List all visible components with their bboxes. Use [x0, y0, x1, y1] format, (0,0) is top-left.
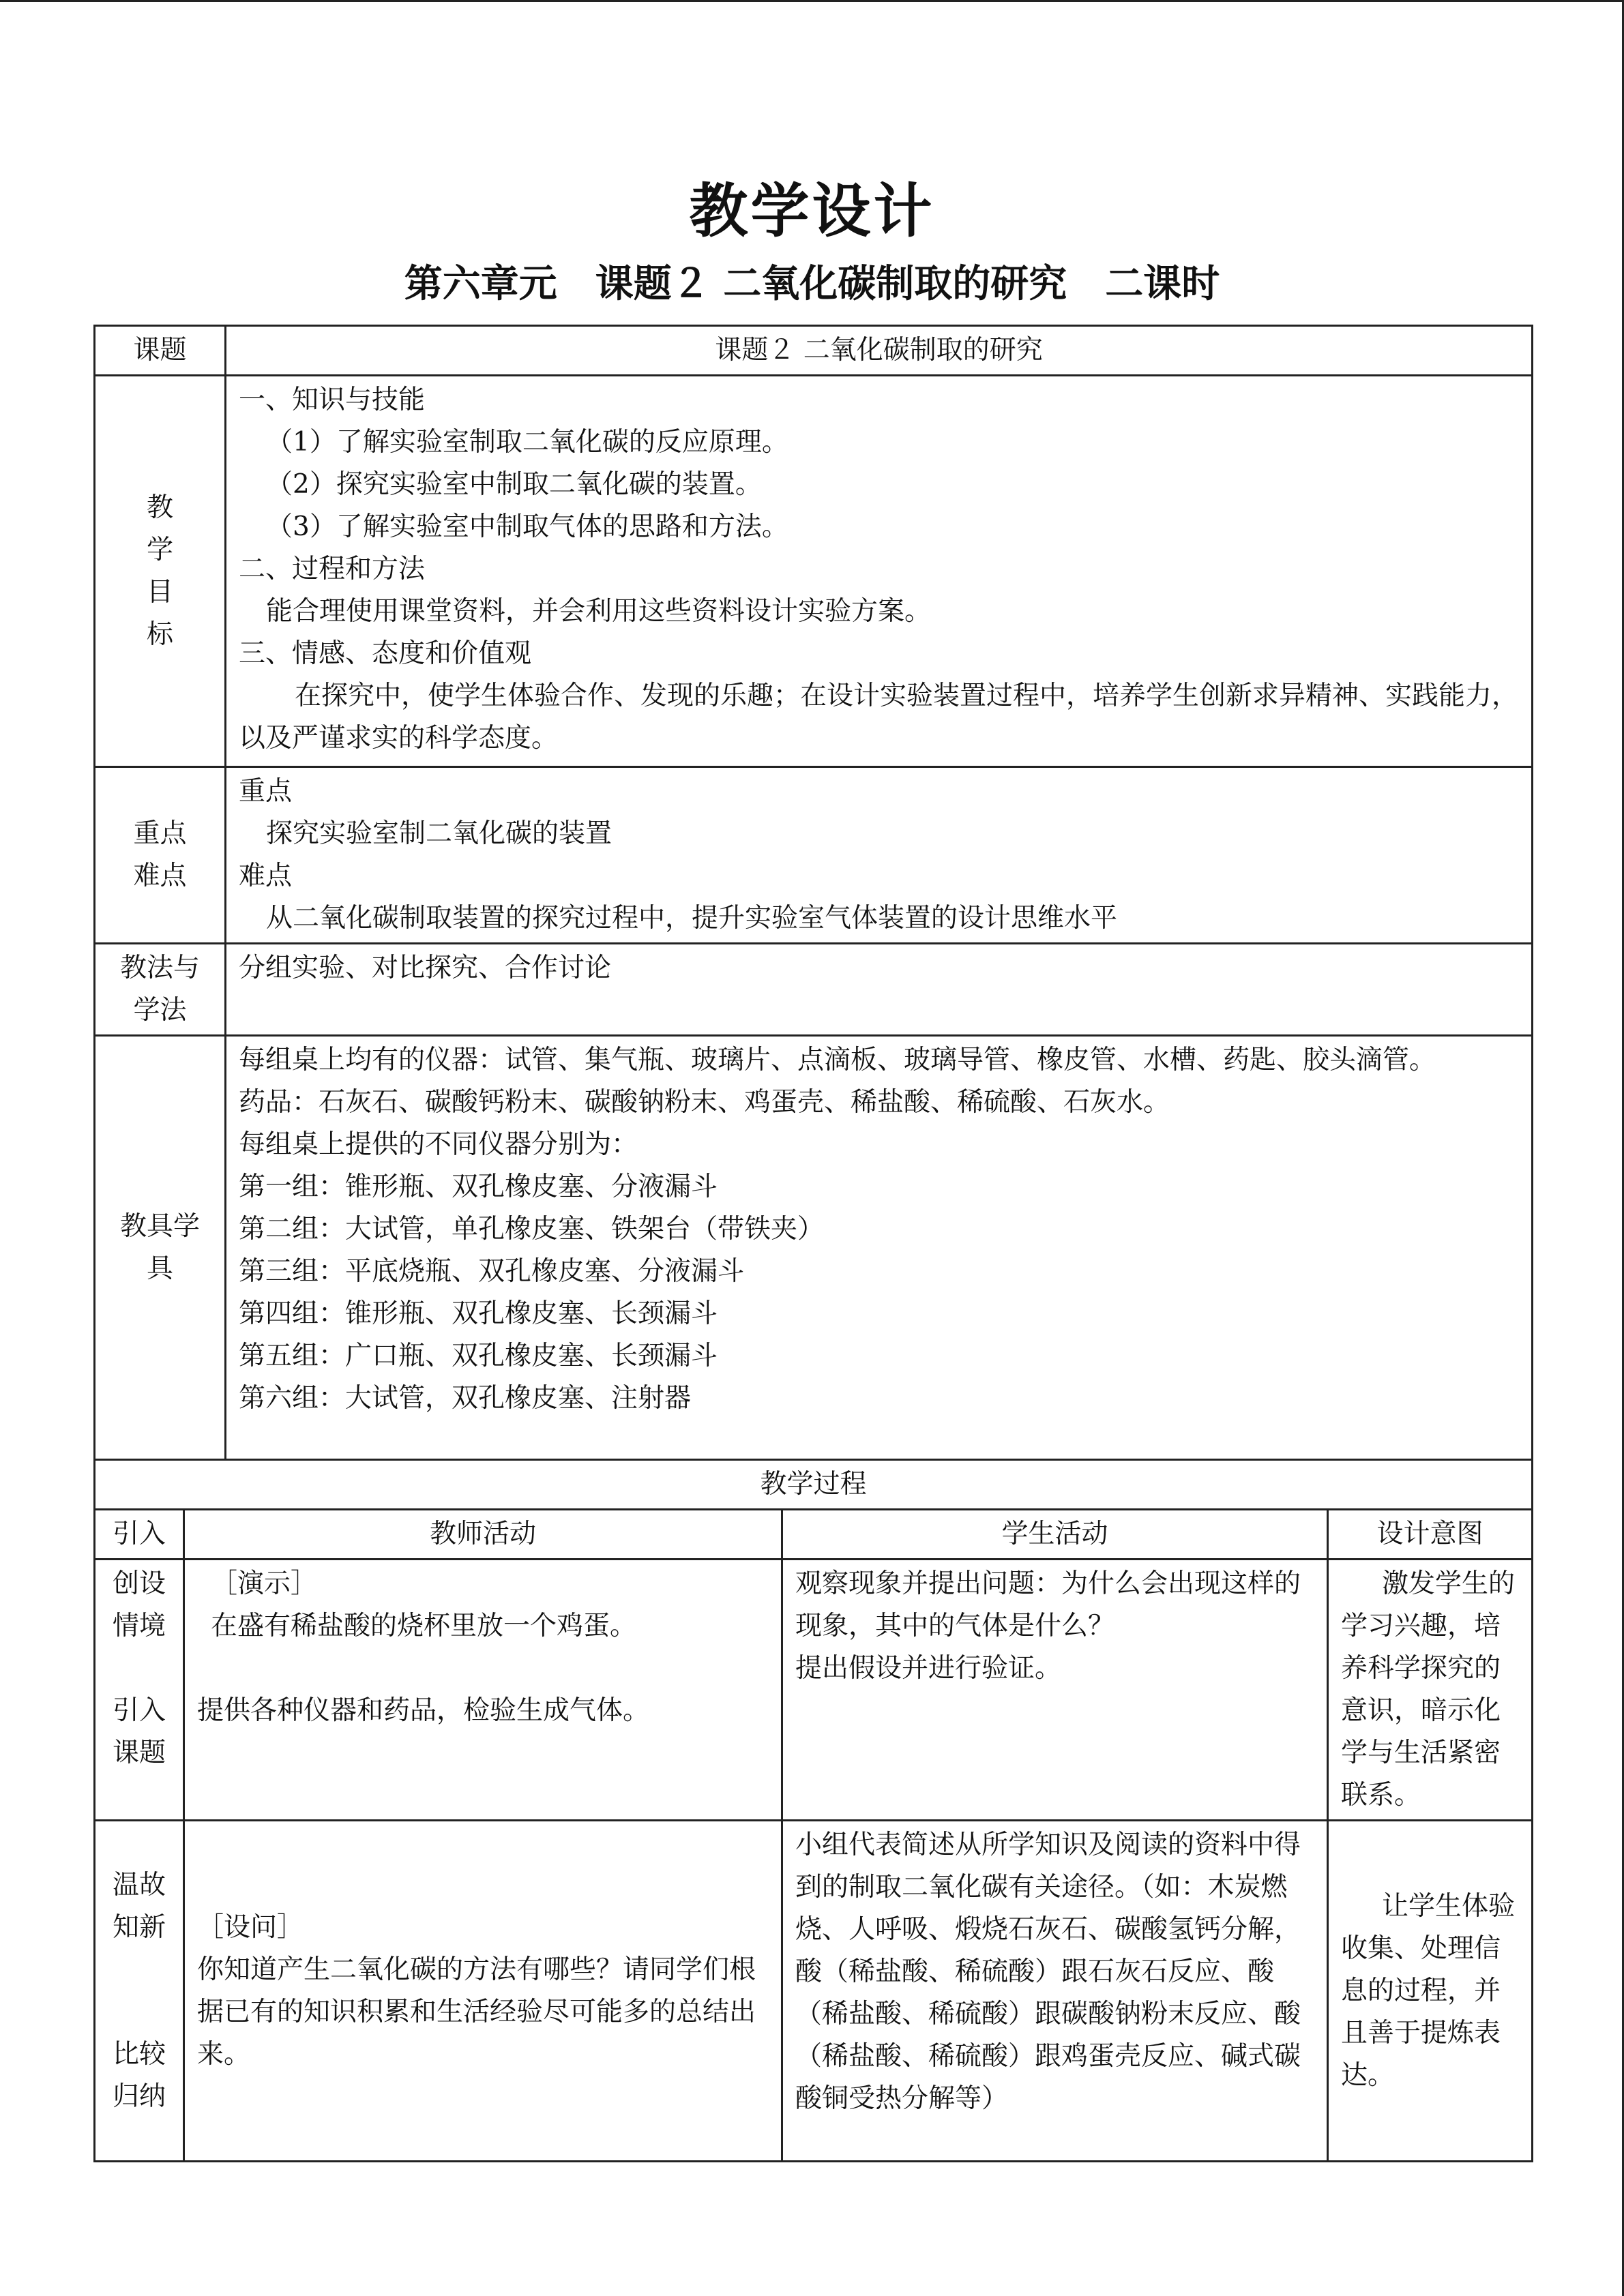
keypoint-heading: 难点 — [239, 861, 293, 891]
keypoint-item: 从二氧化碳制取装置的探究过程中，提升实验室气体装置的设计思维水平 — [266, 903, 1118, 934]
equipment-line: 每组桌上均有的仪器：试管、集气瓶、玻璃片、点滴板、玻璃导管、橡皮管、水槽、药匙、胶头滴管。 — [239, 1045, 1436, 1075]
col-header-student: 学生活动 — [782, 1510, 1328, 1560]
page-title: 教学设计 — [689, 177, 935, 245]
equipment-group: 第二组：大试管，单孔橡皮塞、铁架台（带铁夹） — [239, 1214, 825, 1244]
objective-item: （1）了解实验室制取二氧化碳的反应原理。 — [266, 427, 788, 458]
stage-cell: 创设 情境 引入 课题 — [95, 1560, 184, 1821]
teacher-activity-cell: ［演示］ 在盛有稀盐酸的烧杯里放一个鸡蛋。 提供各种仪器和药品，检验生成气体。 — [184, 1560, 782, 1821]
process-row — [95, 1821, 1533, 2162]
process-heading: 教学过程 — [95, 1460, 1533, 1510]
teacher-activity-cell: ［设问］ 你知道产生二氧化碳的方法有哪些？请同学们根据已有的知识积累和生活经验尽可能多的总结出来。 — [184, 1821, 782, 2162]
objective-item: 在探究中，使学生体验合作、发现的乐趣；在设计实验装置过程中，培养学生创新求异精神、实践能力，以及严谨求实的科学态度。 — [239, 681, 1519, 754]
methods-label: 教法与 学法 — [95, 944, 226, 1036]
equipment-group: 第五组：广口瓶、双孔橡皮塞、长颈漏斗 — [239, 1341, 718, 1371]
process-header-row — [95, 1510, 1533, 1560]
objectives-content — [226, 376, 1533, 767]
keypoints-label: 重点 难点 — [95, 767, 226, 944]
col-header-teacher: 教师活动 — [184, 1510, 782, 1560]
objective-item: （3）了解实验室中制取气体的思路和方法。 — [266, 511, 788, 542]
equipment-group: 第四组：锥形瓶、双孔橡皮塞、长颈漏斗 — [239, 1298, 718, 1329]
col-header-stage: 引入 — [95, 1510, 184, 1560]
objective-heading: 一、知识与技能 — [239, 385, 426, 415]
objective-item: 能合理使用课堂资料，并会利用这些资料设计实验方案。 — [266, 596, 932, 627]
process-heading-row — [95, 1460, 1533, 1510]
keypoints-row — [95, 767, 1533, 944]
student-activity-cell: 小组代表简述从所学知识及阅读的资料中得到的制取二氧化碳有关途径。（如：木炭燃烧、人呼吸、煅烧石灰石、碳酸氢钙分解，酸（稀盐酸、稀硫酸）跟石灰石反应、酸（稀盐酸、稀硫酸）跟碳酸钠粉末反应、酸（稀盐酸、稀硫酸）跟鸡蛋壳反应、碱式碳酸铜受热分解等） — [782, 1821, 1328, 2162]
methods-row — [95, 944, 1533, 1036]
design-intent-cell: 让学生体验收集、处理信息的过程，并且善于提炼表达。 — [1328, 1821, 1533, 2162]
keypoints-content — [226, 767, 1533, 944]
col-header-intent: 设计意图 — [1328, 1510, 1533, 1560]
objectives-row — [95, 376, 1533, 767]
topic-value: 课题２ 二氧化碳制取的研究 — [226, 326, 1533, 376]
equipment-group: 第一组：锥形瓶、双孔橡皮塞、分液漏斗 — [239, 1172, 718, 1202]
student-activity-cell: 观察现象并提出问题：为什么会出现这样的现象，其中的气体是什么？ 提出假设并进行验证。 — [782, 1560, 1328, 1821]
page-top-border — [0, 0, 1624, 2]
equipment-content — [226, 1036, 1533, 1460]
keypoint-heading: 重点 — [239, 776, 293, 807]
keypoint-item: 探究实验室制二氧化碳的装置 — [266, 818, 612, 849]
objectives-label: 教 学 目 标 — [95, 376, 226, 767]
objective-heading: 二、过程和方法 — [239, 554, 426, 584]
equipment-row — [95, 1036, 1533, 1460]
lesson-plan-table — [93, 325, 1533, 2162]
topic-label: 课题 — [95, 326, 226, 376]
equipment-label: 教具学 具 — [95, 1036, 226, 1460]
objective-item: （2）探究实验室中制取二氧化碳的装置。 — [266, 469, 762, 500]
process-row — [95, 1560, 1533, 1821]
page-subtitle: 第六章元 课题２ 二氧化碳制取的研究 二课时 — [404, 261, 1220, 306]
methods-value: 分组实验、对比探究、合作讨论 — [226, 944, 1533, 1036]
equipment-line: 每组桌上提供的不同仪器分别为： — [239, 1129, 638, 1160]
equipment-line: 药品：石灰石、碳酸钙粉末、碳酸钠粉末、鸡蛋壳、稀盐酸、稀硫酸、石灰水。 — [239, 1087, 1170, 1118]
equipment-group: 第六组：大试管，双孔橡皮塞、注射器 — [239, 1383, 692, 1414]
stage-cell: 温故 知新 比较 归纳 — [95, 1821, 184, 2162]
topic-row — [95, 326, 1533, 376]
equipment-group: 第三组：平底烧瓶、双孔橡皮塞、分液漏斗 — [239, 1256, 745, 1287]
design-intent-cell: 激发学生的学习兴趣，培养科学探究的意识，暗示化学与生活紧密联系。 — [1328, 1560, 1533, 1821]
objective-heading: 三、情感、态度和价值观 — [239, 638, 532, 669]
